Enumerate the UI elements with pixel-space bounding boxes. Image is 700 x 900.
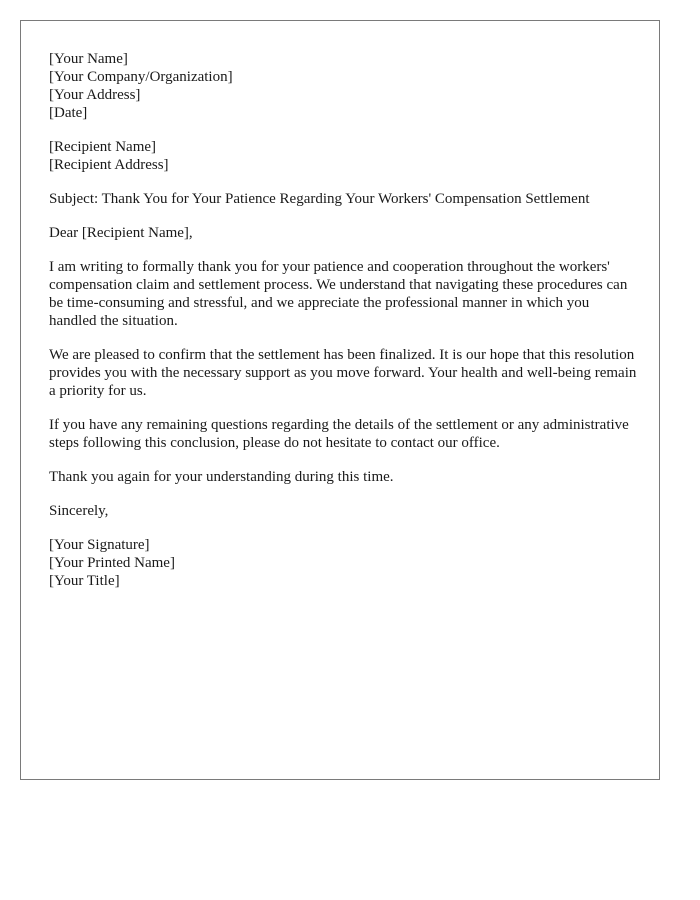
body-paragraph-2: We are pleased to confirm that the settlement has been finalized. It is our hope that this resolution provides you with the necessary support as you move forward. Your health and well-being remain a priority for us. bbox=[49, 347, 637, 399]
letter-page bbox=[20, 20, 660, 780]
signature-block bbox=[49, 536, 639, 590]
sender-organization: [Your Company/Organization] bbox=[49, 69, 233, 85]
subject-line: Subject: Thank You for Your Patience Regarding Your Workers' Compensation Settlement bbox=[49, 191, 590, 207]
body-paragraph-3: If you have any remaining questions regarding the details of the settlement or any administrative steps following this conclusion, please do not hesitate to contact our office. bbox=[49, 417, 629, 451]
letter-content bbox=[49, 50, 639, 606]
salutation: Dear [Recipient Name], bbox=[49, 225, 193, 241]
sender-name: [Your Name] bbox=[49, 51, 128, 67]
recipient-name: [Recipient Name] bbox=[49, 139, 157, 155]
signer-title: [Your Title] bbox=[49, 573, 120, 589]
sender-block bbox=[49, 50, 639, 122]
recipient-address: [Recipient Address] bbox=[49, 157, 169, 173]
closing: Sincerely, bbox=[49, 503, 109, 519]
body-paragraph-4: Thank you again for your understanding during this time. bbox=[49, 469, 394, 485]
printed-name: [Your Printed Name] bbox=[49, 555, 175, 571]
letter-date: [Date] bbox=[49, 105, 88, 121]
sender-address: [Your Address] bbox=[49, 87, 141, 103]
signature-line: [Your Signature] bbox=[49, 537, 150, 553]
recipient-block bbox=[49, 138, 639, 174]
body-paragraph-1: I am writing to formally thank you for your patience and cooperation throughout the workers' compensation claim and settlement process. We understand that navigating these procedures can be time-consuming and stressful, and we appreciate the professional manner in which you handled the situation. bbox=[49, 259, 628, 329]
